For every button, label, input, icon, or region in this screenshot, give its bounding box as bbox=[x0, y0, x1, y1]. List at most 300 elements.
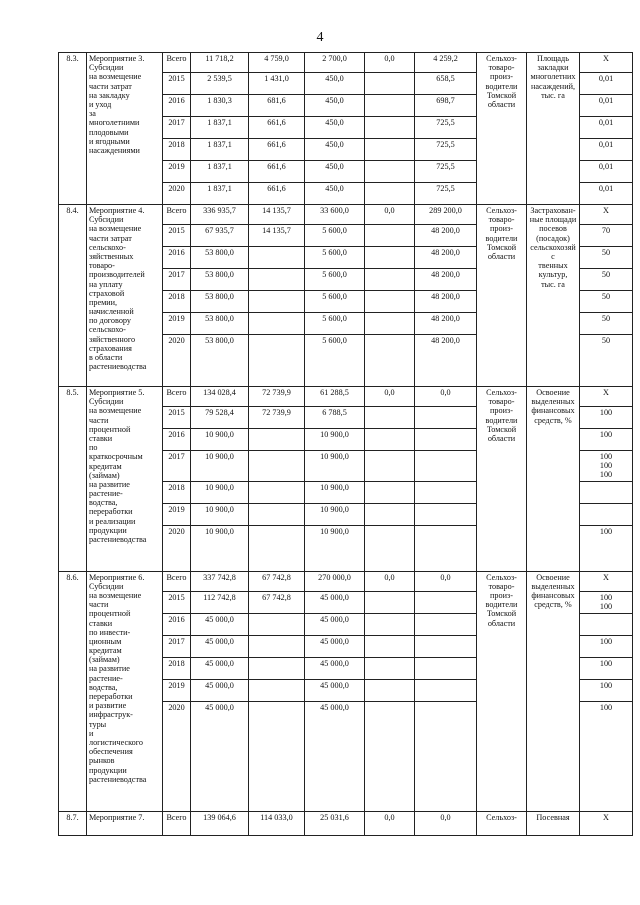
measure-name-line: ционным bbox=[89, 636, 122, 646]
regional-amount: 450,0 bbox=[305, 73, 365, 95]
measure-name-line: части затрат bbox=[89, 81, 132, 91]
indicator-line: (посадок) bbox=[536, 233, 570, 243]
extrabudget-amount: 658,5 bbox=[415, 73, 477, 95]
federal-amount bbox=[249, 269, 305, 291]
local-amount bbox=[365, 451, 415, 482]
indicator-line: ные площади bbox=[529, 215, 577, 225]
executor-line: Томской bbox=[486, 242, 517, 252]
extrabudget-amount: 725,5 bbox=[415, 117, 477, 139]
extrabudget-amount bbox=[415, 481, 477, 503]
regional-amount: 45 000,0 bbox=[305, 657, 365, 679]
indicator-line: посевов bbox=[539, 224, 567, 234]
period-label: 2019 bbox=[163, 313, 191, 335]
regional-amount: 5 600,0 bbox=[305, 335, 365, 387]
indicator-line: твенных bbox=[538, 261, 568, 271]
measure-name-line: по договору bbox=[89, 316, 132, 326]
indicator-line: выделенных bbox=[531, 581, 575, 591]
measure-name-line: на закладку bbox=[89, 90, 130, 100]
regional-amount: 10 900,0 bbox=[305, 429, 365, 451]
executor-line: водители bbox=[485, 81, 518, 91]
total-amount: 1 837,1 bbox=[191, 139, 249, 161]
extrabudget-amount: 725,5 bbox=[415, 161, 477, 183]
regional-amount: 450,0 bbox=[305, 117, 365, 139]
total-amount: 45 000,0 bbox=[191, 635, 249, 657]
indicator-line: средств, % bbox=[534, 600, 572, 610]
indicator-name bbox=[527, 811, 580, 835]
local-amount bbox=[365, 335, 415, 387]
total-amount: 2 539,5 bbox=[191, 73, 249, 95]
indicator-value: 100 bbox=[580, 525, 633, 571]
period-label: 2020 bbox=[163, 525, 191, 571]
measure-name-line: Мероприятие 4. bbox=[89, 206, 145, 215]
measure-name-line: Субсидии bbox=[89, 215, 124, 225]
measure-name-line: зяйственного bbox=[89, 334, 136, 344]
indicator-line: Площадь bbox=[537, 54, 569, 63]
measure-name-line: инфраструк- bbox=[89, 710, 133, 720]
federal-amount: 661,6 bbox=[249, 139, 305, 161]
measure-name-line: сельскохо- bbox=[89, 325, 126, 335]
executor-line: произ- bbox=[490, 590, 513, 600]
measure-name-line: краткосрочным bbox=[89, 452, 143, 462]
indicator-line: средств, % bbox=[534, 415, 572, 425]
measure-name-line: на возмещение bbox=[89, 224, 142, 234]
section-number: 8.6. bbox=[59, 571, 87, 811]
period-label: 2017 bbox=[163, 117, 191, 139]
measure-name-line: на возмещение bbox=[89, 590, 142, 600]
extrabudget-amount bbox=[415, 525, 477, 571]
indicator-line: финансовых bbox=[531, 406, 575, 416]
indicator-value: 100 bbox=[580, 429, 633, 451]
executor bbox=[477, 53, 527, 205]
period-label: 2018 bbox=[163, 139, 191, 161]
section-number: 8.7. bbox=[59, 811, 87, 835]
indicator-line: многолетних bbox=[530, 72, 576, 82]
measure-name-line: растениеводства bbox=[89, 535, 147, 544]
measure-name-line: товаро- bbox=[89, 261, 115, 271]
measure-name-line: и реализации bbox=[89, 516, 136, 526]
total-amount: 1 837,1 bbox=[191, 183, 249, 205]
measure-name-line: продукции bbox=[89, 765, 127, 775]
measure-name-line: Мероприятие 7. bbox=[89, 812, 145, 822]
indicator-value: Х bbox=[580, 811, 633, 835]
extrabudget-amount bbox=[415, 613, 477, 635]
extrabudget-amount: 48 200,0 bbox=[415, 291, 477, 313]
indicator-value: 100 bbox=[580, 679, 633, 701]
measure-name-line: по bbox=[89, 443, 98, 453]
indicator-value: 100 100 100 bbox=[580, 451, 633, 482]
total-amount: 53 800,0 bbox=[191, 291, 249, 313]
extrabudget-amount: 725,5 bbox=[415, 183, 477, 205]
section-number: 8.4. bbox=[59, 205, 87, 387]
total-amount: 337 742,8 bbox=[191, 571, 249, 591]
measure-name-line: страховой bbox=[89, 288, 125, 298]
extrabudget-amount: 48 200,0 bbox=[415, 247, 477, 269]
section-number: 8.3. bbox=[59, 53, 87, 205]
total-amount: 139 064,6 bbox=[191, 811, 249, 835]
indicator-line: сельскохозяйс bbox=[530, 242, 576, 261]
page-number: 4 bbox=[316, 30, 324, 45]
federal-amount: 114 033,0 bbox=[249, 811, 305, 835]
measure-name-line: и ягодными bbox=[89, 136, 130, 146]
period-label: 2019 bbox=[163, 503, 191, 525]
indicator-value: Х bbox=[580, 53, 633, 73]
indicator-value: 0,01 bbox=[580, 183, 633, 205]
executor-line: произ- bbox=[490, 406, 513, 416]
measure-name-line: за bbox=[89, 109, 96, 119]
extrabudget-amount: 48 200,0 bbox=[415, 313, 477, 335]
local-amount bbox=[365, 139, 415, 161]
federal-amount: 681,6 bbox=[249, 95, 305, 117]
indicator-value: 100 bbox=[580, 701, 633, 811]
measure-name bbox=[87, 387, 163, 572]
regional-amount: 10 900,0 bbox=[305, 481, 365, 503]
local-amount bbox=[365, 679, 415, 701]
executor bbox=[477, 387, 527, 572]
extrabudget-amount: 48 200,0 bbox=[415, 335, 477, 387]
measure-name-line: и развитие bbox=[89, 701, 127, 711]
measure-name-line: растение- bbox=[89, 489, 123, 499]
indicator-value: 50 bbox=[580, 313, 633, 335]
measure-name-line: процентной bbox=[89, 609, 131, 619]
measure-name bbox=[87, 205, 163, 387]
measure-name-line: и уход bbox=[89, 99, 112, 109]
federal-amount bbox=[249, 657, 305, 679]
extrabudget-amount: 0,0 bbox=[415, 811, 477, 835]
regional-amount: 6 788,5 bbox=[305, 407, 365, 429]
local-amount bbox=[365, 183, 415, 205]
local-amount bbox=[365, 313, 415, 335]
federal-amount: 14 135,7 bbox=[249, 225, 305, 247]
measure-name-line: логистического bbox=[89, 737, 144, 747]
total-amount: 45 000,0 bbox=[191, 657, 249, 679]
local-amount bbox=[365, 247, 415, 269]
local-amount bbox=[365, 407, 415, 429]
local-amount bbox=[365, 117, 415, 139]
indicator-line: финансовых bbox=[531, 590, 575, 600]
period-label: 2017 bbox=[163, 451, 191, 482]
federal-amount: 661,6 bbox=[249, 183, 305, 205]
period-label: 2017 bbox=[163, 269, 191, 291]
indicator-value: 0,01 bbox=[580, 73, 633, 95]
federal-amount bbox=[249, 313, 305, 335]
measure-name-line: кредитам bbox=[89, 646, 122, 656]
local-amount bbox=[365, 481, 415, 503]
extrabudget-amount: 0,0 bbox=[415, 571, 477, 591]
measure-name-line: Субсидии bbox=[89, 397, 124, 407]
executor bbox=[477, 571, 527, 811]
total-amount: 10 900,0 bbox=[191, 451, 249, 482]
regional-amount: 5 600,0 bbox=[305, 291, 365, 313]
period-label: 2018 bbox=[163, 657, 191, 679]
extrabudget-amount bbox=[415, 657, 477, 679]
measure-name-line: страхования bbox=[89, 343, 132, 353]
indicator-value: 0,01 bbox=[580, 117, 633, 139]
indicator-name bbox=[527, 387, 580, 572]
federal-amount: 661,6 bbox=[249, 117, 305, 139]
federal-amount bbox=[249, 525, 305, 571]
executor-line: Томской bbox=[486, 90, 517, 100]
regional-amount: 45 000,0 bbox=[305, 679, 365, 701]
executor-line: товаро- bbox=[488, 63, 515, 73]
executor-line: произ- bbox=[490, 224, 513, 234]
period-label: Всего bbox=[163, 571, 191, 591]
indicator-value: 50 bbox=[580, 335, 633, 387]
indicator-value bbox=[580, 503, 633, 525]
measure-name-line: премии, bbox=[89, 297, 118, 307]
measure-name-line: туры bbox=[89, 719, 107, 729]
extrabudget-amount bbox=[415, 701, 477, 811]
period-label: 2020 bbox=[163, 183, 191, 205]
executor-line: произ- bbox=[490, 72, 513, 82]
extrabudget-amount: 698,7 bbox=[415, 95, 477, 117]
measure-name-line: кредитам bbox=[89, 461, 122, 471]
executor-line: Сельхоз- bbox=[486, 812, 517, 822]
measure-name-line: ставки bbox=[89, 433, 113, 443]
measure-name-line: на развитие bbox=[89, 479, 130, 489]
extrabudget-amount bbox=[415, 407, 477, 429]
executor-line: Томской bbox=[486, 424, 517, 434]
regional-amount: 33 600,0 bbox=[305, 205, 365, 225]
period-label: 2015 bbox=[163, 225, 191, 247]
executor-line: водители bbox=[485, 233, 518, 243]
table-body bbox=[59, 53, 633, 836]
regional-amount: 450,0 bbox=[305, 183, 365, 205]
regional-amount: 5 600,0 bbox=[305, 313, 365, 335]
executor-line: Томской bbox=[486, 609, 517, 619]
table-row bbox=[59, 811, 633, 835]
measure-name-line: (займам) bbox=[89, 655, 120, 665]
extrabudget-amount: 4 259,2 bbox=[415, 53, 477, 73]
measure-name-line: Мероприятие 3. bbox=[89, 54, 145, 63]
indicator-name bbox=[527, 571, 580, 811]
period-label: 2016 bbox=[163, 613, 191, 635]
total-amount: 79 528,4 bbox=[191, 407, 249, 429]
measure-name-line: части bbox=[89, 415, 109, 425]
federal-amount: 67 742,8 bbox=[249, 571, 305, 591]
federal-amount bbox=[249, 451, 305, 482]
executor-line: области bbox=[487, 251, 516, 261]
indicator-value: 50 bbox=[580, 291, 633, 313]
indicator-line: Освоение bbox=[536, 388, 570, 397]
indicator-line: Застрахован- bbox=[530, 206, 576, 215]
local-amount: 0,0 bbox=[365, 811, 415, 835]
extrabudget-amount: 725,5 bbox=[415, 139, 477, 161]
executor bbox=[477, 205, 527, 387]
indicator-line: культур, bbox=[538, 270, 568, 280]
measure-name-line: производителей bbox=[89, 270, 145, 280]
period-label: 2019 bbox=[163, 679, 191, 701]
indicator-line: выделенных bbox=[531, 397, 575, 407]
measure-name-line: плодовыми bbox=[89, 127, 129, 137]
period-label: 2019 bbox=[163, 161, 191, 183]
measure-name-line: растение- bbox=[89, 673, 123, 683]
measure-name-line: Субсидии bbox=[89, 581, 124, 591]
indicator-value bbox=[580, 613, 633, 635]
regional-amount: 450,0 bbox=[305, 139, 365, 161]
indicator-line: тыс. га bbox=[541, 279, 565, 289]
measure-name-line: на возмещение bbox=[89, 406, 142, 416]
federal-amount bbox=[249, 429, 305, 451]
measure-name-line: по инвести- bbox=[89, 627, 131, 637]
local-amount bbox=[365, 503, 415, 525]
measure-name-line: и bbox=[89, 728, 94, 738]
executor-line: товаро- bbox=[488, 581, 515, 591]
local-amount: 0,0 bbox=[365, 387, 415, 407]
executor-line: водители bbox=[485, 415, 518, 425]
executor-line: области bbox=[487, 618, 516, 628]
extrabudget-amount bbox=[415, 591, 477, 613]
measure-name-line: части затрат bbox=[89, 233, 132, 243]
extrabudget-amount: 48 200,0 bbox=[415, 225, 477, 247]
federal-amount bbox=[249, 679, 305, 701]
local-amount: 0,0 bbox=[365, 205, 415, 225]
extrabudget-amount bbox=[415, 451, 477, 482]
executor-line: области bbox=[487, 433, 516, 443]
indicator-value: Х bbox=[580, 387, 633, 407]
local-amount bbox=[365, 525, 415, 571]
indicator-value: 0,01 bbox=[580, 139, 633, 161]
federal-amount: 72 739,9 bbox=[249, 387, 305, 407]
indicator-value: 50 bbox=[580, 247, 633, 269]
measure-name-line: части bbox=[89, 600, 109, 610]
local-amount bbox=[365, 657, 415, 679]
executor bbox=[477, 811, 527, 835]
measure-name-line: растениеводства bbox=[89, 362, 147, 372]
local-amount bbox=[365, 95, 415, 117]
indicator-value: Х bbox=[580, 571, 633, 591]
measure-name-line: Мероприятие 6. bbox=[89, 572, 145, 582]
total-amount: 67 935,7 bbox=[191, 225, 249, 247]
extrabudget-amount bbox=[415, 635, 477, 657]
total-amount: 53 800,0 bbox=[191, 313, 249, 335]
total-amount: 11 718,2 bbox=[191, 53, 249, 73]
total-amount: 336 935,7 bbox=[191, 205, 249, 225]
total-amount: 53 800,0 bbox=[191, 335, 249, 387]
federal-amount: 661,6 bbox=[249, 161, 305, 183]
extrabudget-amount bbox=[415, 429, 477, 451]
measure-name-line: начисленной bbox=[89, 307, 134, 317]
measure-name-line: на развитие bbox=[89, 664, 130, 674]
period-label: 2015 bbox=[163, 407, 191, 429]
measure-name-line: на уплату bbox=[89, 279, 123, 289]
measure-name-line: растениеводства bbox=[89, 774, 147, 784]
measure-name-line: ставки bbox=[89, 618, 113, 628]
total-amount: 1 837,1 bbox=[191, 161, 249, 183]
regional-amount: 45 000,0 bbox=[305, 613, 365, 635]
total-amount: 10 900,0 bbox=[191, 503, 249, 525]
total-amount: 10 900,0 bbox=[191, 481, 249, 503]
regional-amount: 45 000,0 bbox=[305, 591, 365, 613]
measure-name-line: (займам) bbox=[89, 470, 120, 480]
federal-amount bbox=[249, 701, 305, 811]
local-amount bbox=[365, 429, 415, 451]
total-amount: 45 000,0 bbox=[191, 679, 249, 701]
total-amount: 53 800,0 bbox=[191, 269, 249, 291]
indicator-value: 100 bbox=[580, 657, 633, 679]
measure-name-line: процентной bbox=[89, 424, 131, 434]
total-amount: 112 742,8 bbox=[191, 591, 249, 613]
table-row bbox=[59, 205, 633, 225]
period-label: 2018 bbox=[163, 481, 191, 503]
local-amount bbox=[365, 73, 415, 95]
indicator-value: 0,01 bbox=[580, 161, 633, 183]
total-amount: 134 028,4 bbox=[191, 387, 249, 407]
local-amount bbox=[365, 635, 415, 657]
total-amount: 45 000,0 bbox=[191, 613, 249, 635]
total-amount: 53 800,0 bbox=[191, 247, 249, 269]
regional-amount: 10 900,0 bbox=[305, 503, 365, 525]
period-label: 2015 bbox=[163, 591, 191, 613]
total-amount: 45 000,0 bbox=[191, 701, 249, 811]
executor-line: области bbox=[487, 99, 516, 109]
regional-amount: 45 000,0 bbox=[305, 701, 365, 811]
federal-amount: 14 135,7 bbox=[249, 205, 305, 225]
federal-amount: 67 742,8 bbox=[249, 591, 305, 613]
measure-name-line: в области bbox=[89, 353, 123, 362]
executor-line: водители bbox=[485, 600, 518, 610]
indicator-name bbox=[527, 205, 580, 387]
table-row bbox=[59, 387, 633, 407]
federal-amount bbox=[249, 613, 305, 635]
period-label: 2016 bbox=[163, 247, 191, 269]
extrabudget-amount bbox=[415, 503, 477, 525]
indicator-line: Посевная bbox=[536, 812, 570, 822]
executor-line: товаро- bbox=[488, 215, 515, 225]
measure-name-line: переработки bbox=[89, 692, 133, 701]
period-label: 2016 bbox=[163, 429, 191, 451]
federal-amount: 1 431,0 bbox=[249, 73, 305, 95]
indicator-value: 0,01 bbox=[580, 95, 633, 117]
period-label: 2016 bbox=[163, 95, 191, 117]
measure-name-line: переработки bbox=[89, 507, 133, 517]
period-label: Всего bbox=[163, 387, 191, 407]
federal-amount bbox=[249, 503, 305, 525]
local-amount bbox=[365, 269, 415, 291]
section-number: 8.5. bbox=[59, 387, 87, 572]
period-label: 2020 bbox=[163, 335, 191, 387]
federal-amount bbox=[249, 335, 305, 387]
period-label: 2018 bbox=[163, 291, 191, 313]
federal-amount bbox=[249, 247, 305, 269]
indicator-value bbox=[580, 481, 633, 503]
federal-amount bbox=[249, 635, 305, 657]
measure-name bbox=[87, 811, 163, 835]
local-amount bbox=[365, 161, 415, 183]
regional-amount: 25 031,6 bbox=[305, 811, 365, 835]
period-label: 2020 bbox=[163, 701, 191, 811]
regional-amount: 5 600,0 bbox=[305, 247, 365, 269]
regional-amount: 10 900,0 bbox=[305, 451, 365, 482]
indicator-value: 100 bbox=[580, 635, 633, 657]
regional-amount: 5 600,0 bbox=[305, 269, 365, 291]
indicator-value: 100 bbox=[580, 407, 633, 429]
regional-amount: 45 000,0 bbox=[305, 635, 365, 657]
regional-amount: 270 000,0 bbox=[305, 571, 365, 591]
extrabudget-amount bbox=[415, 679, 477, 701]
federal-amount bbox=[249, 291, 305, 313]
measure-name-line: зяйственных bbox=[89, 251, 134, 261]
federal-amount: 4 759,0 bbox=[249, 53, 305, 73]
indicator-line: тыс. га bbox=[541, 90, 565, 100]
indicator-name bbox=[527, 53, 580, 205]
regional-amount: 450,0 bbox=[305, 161, 365, 183]
measure-name bbox=[87, 53, 163, 205]
local-amount bbox=[365, 701, 415, 811]
local-amount bbox=[365, 225, 415, 247]
measure-name-line: водства, bbox=[89, 682, 118, 692]
local-amount bbox=[365, 613, 415, 635]
indicator-value: Х bbox=[580, 205, 633, 225]
